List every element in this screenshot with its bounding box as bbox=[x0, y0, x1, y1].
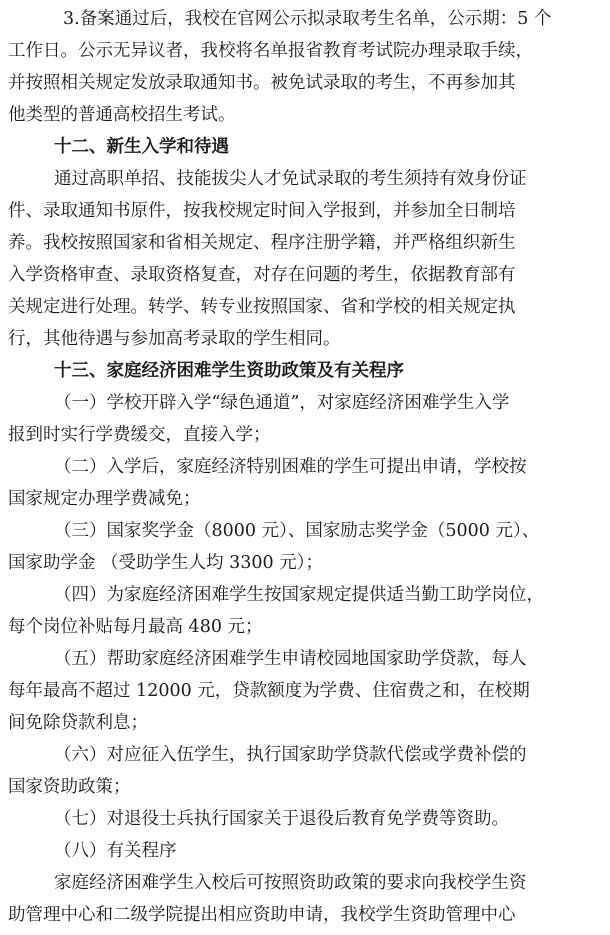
paragraph-line: 每个岗位补贴每月最高 480 元； bbox=[8, 617, 263, 637]
paragraph-line: （三）国家奖学金（8000 元）、国家励志奖学金（5000 元）、 bbox=[54, 521, 540, 541]
paragraph-line: （一）学校开辟入学“绿色通道”，对家庭经济困难学生入学 bbox=[54, 393, 510, 413]
paragraph-line: （七）对退役士兵执行国家关于退役后教育免学费等资助。 bbox=[54, 809, 509, 829]
paragraph-line: 入学资格审查、录取资格复查，对存在问题的考生，依据教育部有 bbox=[8, 265, 516, 285]
paragraph-line: 并按照相关规定发放录取通知书。被免试录取的考生，不再参加其 bbox=[8, 73, 516, 93]
paragraph-line: 家庭经济困难学生入校后可按照资助政策的要求向我校学生资 bbox=[54, 873, 527, 893]
paragraph-line: （五）帮助家庭经济困难学生申请校园地国家助学贷款，每人 bbox=[54, 649, 527, 669]
paragraph-line: 3.备案通过后，我校在官网公示拟录取考生名单，公示期：5 个 bbox=[63, 9, 552, 29]
paragraph-line: 报到时实行学费缓交，直接入学； bbox=[8, 425, 271, 445]
paragraph-line: 养。我校按照国家和省相关规定、程序注册学籍，并严格组织新生 bbox=[8, 233, 516, 253]
paragraph-line: （八）有关程序 bbox=[54, 841, 177, 861]
paragraph-line: 通过高职单招、技能拔尖人才免试录取的考生须持有效身份证 bbox=[54, 169, 527, 189]
paragraph-line: 国家规定办理学费减免； bbox=[8, 489, 201, 509]
paragraph-line: 他类型的普通高校招生考试。 bbox=[8, 105, 236, 125]
paragraph-line: （六）对应征入伍学生，执行国家助学贷款代偿或学费补偿的 bbox=[54, 745, 527, 765]
paragraph-line: （二）入学后，家庭经济特别困难的学生可提出申请，学校按 bbox=[54, 457, 527, 477]
section-heading: 十二、新生入学和待遇 bbox=[54, 137, 229, 157]
paragraph-line: 国家资助政策； bbox=[8, 777, 131, 797]
paragraph-line: 关规定进行处理。转学、转专业按照国家、省和学校的相关规定执 bbox=[8, 297, 516, 317]
paragraph-line: 件、录取通知书原件，按我校规定时间入学报到，并参加全日制培 bbox=[8, 201, 516, 221]
paragraph-line: 行，其他待遇与参加高考录取的学生相同。 bbox=[8, 329, 341, 349]
section-heading: 十三、家庭经济困难学生资助政策及有关程序 bbox=[54, 361, 404, 381]
paragraph-line: 助管理中心和二级学院提出相应资助申请，我校学生资助管理中心 bbox=[8, 905, 516, 925]
paragraph-line: 国家助学金 （受助学生人均 3300 元）； bbox=[8, 553, 323, 573]
paragraph-line: 工作日。公示无异议者，我校将名单报省教育考试院办理录取手续， bbox=[8, 41, 533, 61]
paragraph-line: 每年最高不超过 12000 元，贷款额度为学费、住宿费之和，在校期 bbox=[8, 681, 530, 701]
paragraph-line: 间免除贷款利息； bbox=[8, 713, 148, 733]
paragraph-line: （四）为家庭经济困难学生按国家规定提供适当勤工助学岗位， bbox=[54, 585, 544, 605]
